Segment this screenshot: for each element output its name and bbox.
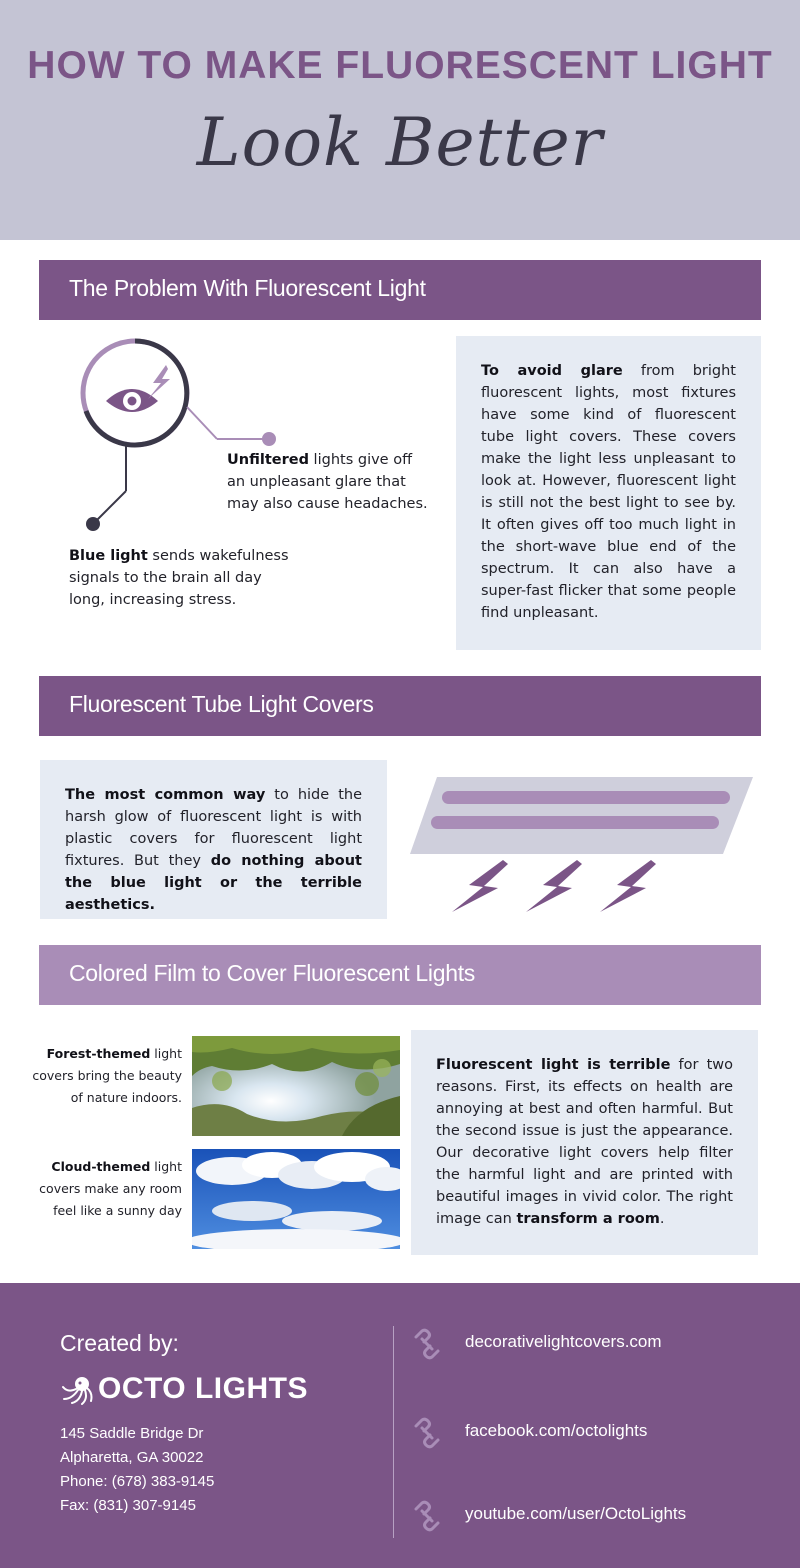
page-subtitle-script: Look Better (196, 104, 604, 181)
section-header-film (39, 945, 761, 1005)
forest-note (30, 1043, 182, 1109)
unfiltered-bold: Unfiltered (227, 452, 309, 468)
address-line-2: Alpharetta, GA 30022 (60, 1449, 204, 1466)
blue-light-note (69, 545, 294, 611)
fax-number: Fax: (831) 307-9145 (60, 1497, 196, 1514)
cloud-photo (192, 1149, 400, 1249)
forest-photo (192, 1036, 400, 1136)
facebook-link[interactable] (410, 1414, 770, 1450)
unfiltered-text: lights give off an unpleasant glare that may also cause headaches. (227, 452, 428, 512)
footer-divider (393, 1326, 394, 1538)
brand-logo (60, 1372, 340, 1408)
film-bold-2: transform a room (516, 1211, 660, 1227)
tube-light-icon (405, 772, 760, 922)
section-header-problem (39, 260, 761, 320)
covers-text: to hide the harsh glow of fluorescent light is with plastic covers for fluorescent light fixtures. But they (65, 787, 362, 869)
facebook-link-text[interactable]: facebook.com/octolights (465, 1421, 648, 1440)
covers-bold-1: The most common way (65, 787, 266, 803)
page-title: HOW TO MAKE FLUORESCENT LIGHT (27, 44, 773, 87)
phone-number: Phone: (678) 383-9145 (60, 1473, 215, 1490)
chain-link-icon (410, 1499, 444, 1533)
website-link-text[interactable]: decorativelightcovers.com (465, 1332, 662, 1351)
glare-text: from bright fluorescent lights, most fixtures have some kind of fluorescent tube light covers. These covers make the light less unpleasant to look at. However, fluorescent light is still not the best light to see by. It often gives off too much light in the short-wave blue end of the spectrum. It can also have a super-fast flicker that some people find unpleasant. (481, 363, 736, 621)
octopus-icon (60, 1375, 94, 1405)
section-header-covers (39, 676, 761, 736)
section-title: The Problem With Fluorescent Light (69, 275, 426, 301)
created-by-label: Created by: (60, 1330, 179, 1356)
film-text: for two reasons. First, its effects on health are annoying at best and often harmful. But the second issue is just the appearance. Our decorative light covers help filter the harmful light and are printed with beautiful images in vivid color. The right image can (436, 1057, 733, 1227)
website-link[interactable] (410, 1325, 770, 1361)
unfiltered-note (227, 449, 432, 515)
cloud-note (30, 1156, 182, 1222)
blue-light-bold: Blue light (69, 548, 148, 564)
forest-bold: Forest-themed (46, 1046, 151, 1061)
glare-text-box (456, 336, 761, 650)
blue-light-text: sends wakefulness signals to the brain all day long, increasing stress. (69, 548, 289, 608)
youtube-link[interactable] (410, 1497, 770, 1533)
cloud-text: light covers make any room feel like a sunny day (39, 1159, 182, 1218)
youtube-link-text[interactable]: youtube.com/user/OctoLights (465, 1504, 687, 1523)
chain-link-icon (410, 1416, 444, 1450)
film-bold-1: Fluorescent light is terrible (436, 1057, 671, 1073)
address-line-1: 145 Saddle Bridge Dr (60, 1425, 204, 1442)
section-title: Fluorescent Tube Light Covers (69, 691, 374, 717)
covers-bold-2: do nothing about the blue light or the terrible aesthetics. (65, 853, 362, 913)
cloud-bold: Cloud-themed (51, 1159, 151, 1174)
section-title: Colored Film to Cover Fluorescent Lights (69, 960, 475, 986)
glare-bold: To avoid glare (481, 363, 623, 379)
forest-text: light covers bring the beauty of nature indoors. (32, 1046, 182, 1105)
film-text-box (411, 1030, 758, 1255)
chain-link-icon (410, 1327, 444, 1361)
film-text-end: . (659, 1211, 665, 1227)
brand-name: OCTO LIGHTS (98, 1372, 308, 1405)
covers-text-box (40, 760, 387, 919)
